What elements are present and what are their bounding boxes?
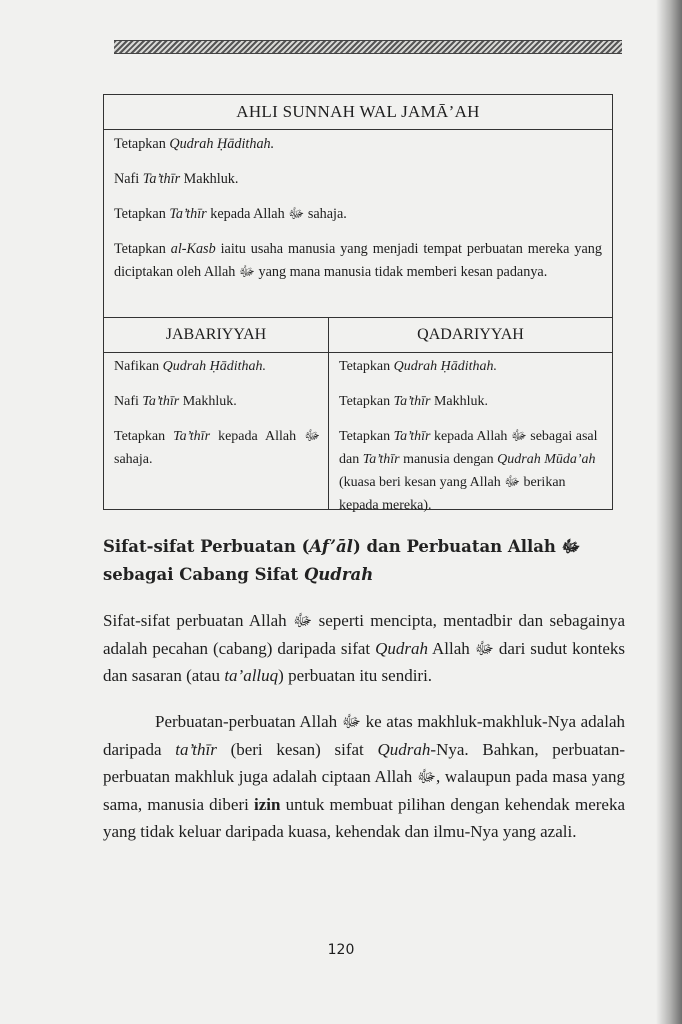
book-spine-shadow	[656, 0, 682, 1024]
list-item: Tetapkan Ta’thīr kepada Allah ﷻ sebagai asal dan Ta’thīr manusia dengan Qudrah Mūda’ah (kuasa beri kesan yang Allah ﷻ berikan kepada mereka).	[339, 429, 598, 513]
list-item: Tetapkan Qudrah Ḥādithah.	[339, 359, 498, 374]
list-item: Nafikan Qudrah Ḥādithah.	[114, 359, 267, 374]
table-row: Nafi Ta’thīr Makhluk.	[114, 171, 239, 187]
sub-table	[104, 317, 612, 513]
table-row: Tetapkan Ta’thīr kepada Allah ﷻ sahaja.	[114, 206, 347, 222]
page-number: 120	[327, 942, 355, 958]
comparison-table	[103, 94, 613, 513]
list-item: Nafi Ta’thīr Makhluk.	[114, 394, 237, 409]
list-item: Tetapkan Ta’thīr Makhluk.	[339, 394, 489, 409]
section-heading: Sifat-sifat Perbuatan (Af’āl) dan Perbuatan Allah ﷻ sebagai Cabang Sifat Qudrah	[103, 537, 581, 584]
table-row: Tetapkan Qudrah Ḥādithah.	[114, 136, 275, 152]
column-header: QADARIYYAH	[329, 318, 612, 353]
table-row: Tetapkan al-Kasb iaitu usaha manusia yang menjadi tempat perbuatan mereka yang diciptakan oleh Allah ﷻ yang mana manusia tidak memberi kesan padanya.	[114, 241, 602, 280]
ornamental-border	[114, 40, 622, 54]
table-header: AHLI SUNNAH WAL JAMĀ’AH	[104, 95, 612, 130]
paragraph: Sifat-sifat perbuatan Allah ﷻ seperti mencipta, mentadbir dan sebagainya adalah pecahan (cabang) daripada sifat Qudrah Allah ﷻ dari sudut konteks dan sasaran (atau ta’alluq) perbuatan itu sendiri.	[103, 611, 625, 685]
ahli-sunnah-rows	[114, 133, 602, 284]
qadariyyah-column	[329, 318, 612, 513]
column-header: JABARIYYAH	[104, 318, 328, 353]
paragraph: Perbuatan-perbuatan Allah ﷻ ke atas makhluk-makhluk-Nya adalah daripada ta’thīr (beri kesan) sifat Qudrah-Nya. Bahkan, perbuatan-perbuatan makhluk juga adalah ciptaan Allah ﷻ, walaupun pada masa yang sama, manusia diberi izin untuk membuat pilihan dengan kehendak mereka yang tidak keluar daripada kuasa, kehendak dan ilmu-Nya yang azali.	[103, 712, 625, 841]
list-item: Tetapkan Ta’thīr kepada Allah ﷻ sahaja.	[114, 429, 320, 467]
jabariyyah-column	[104, 318, 329, 509]
